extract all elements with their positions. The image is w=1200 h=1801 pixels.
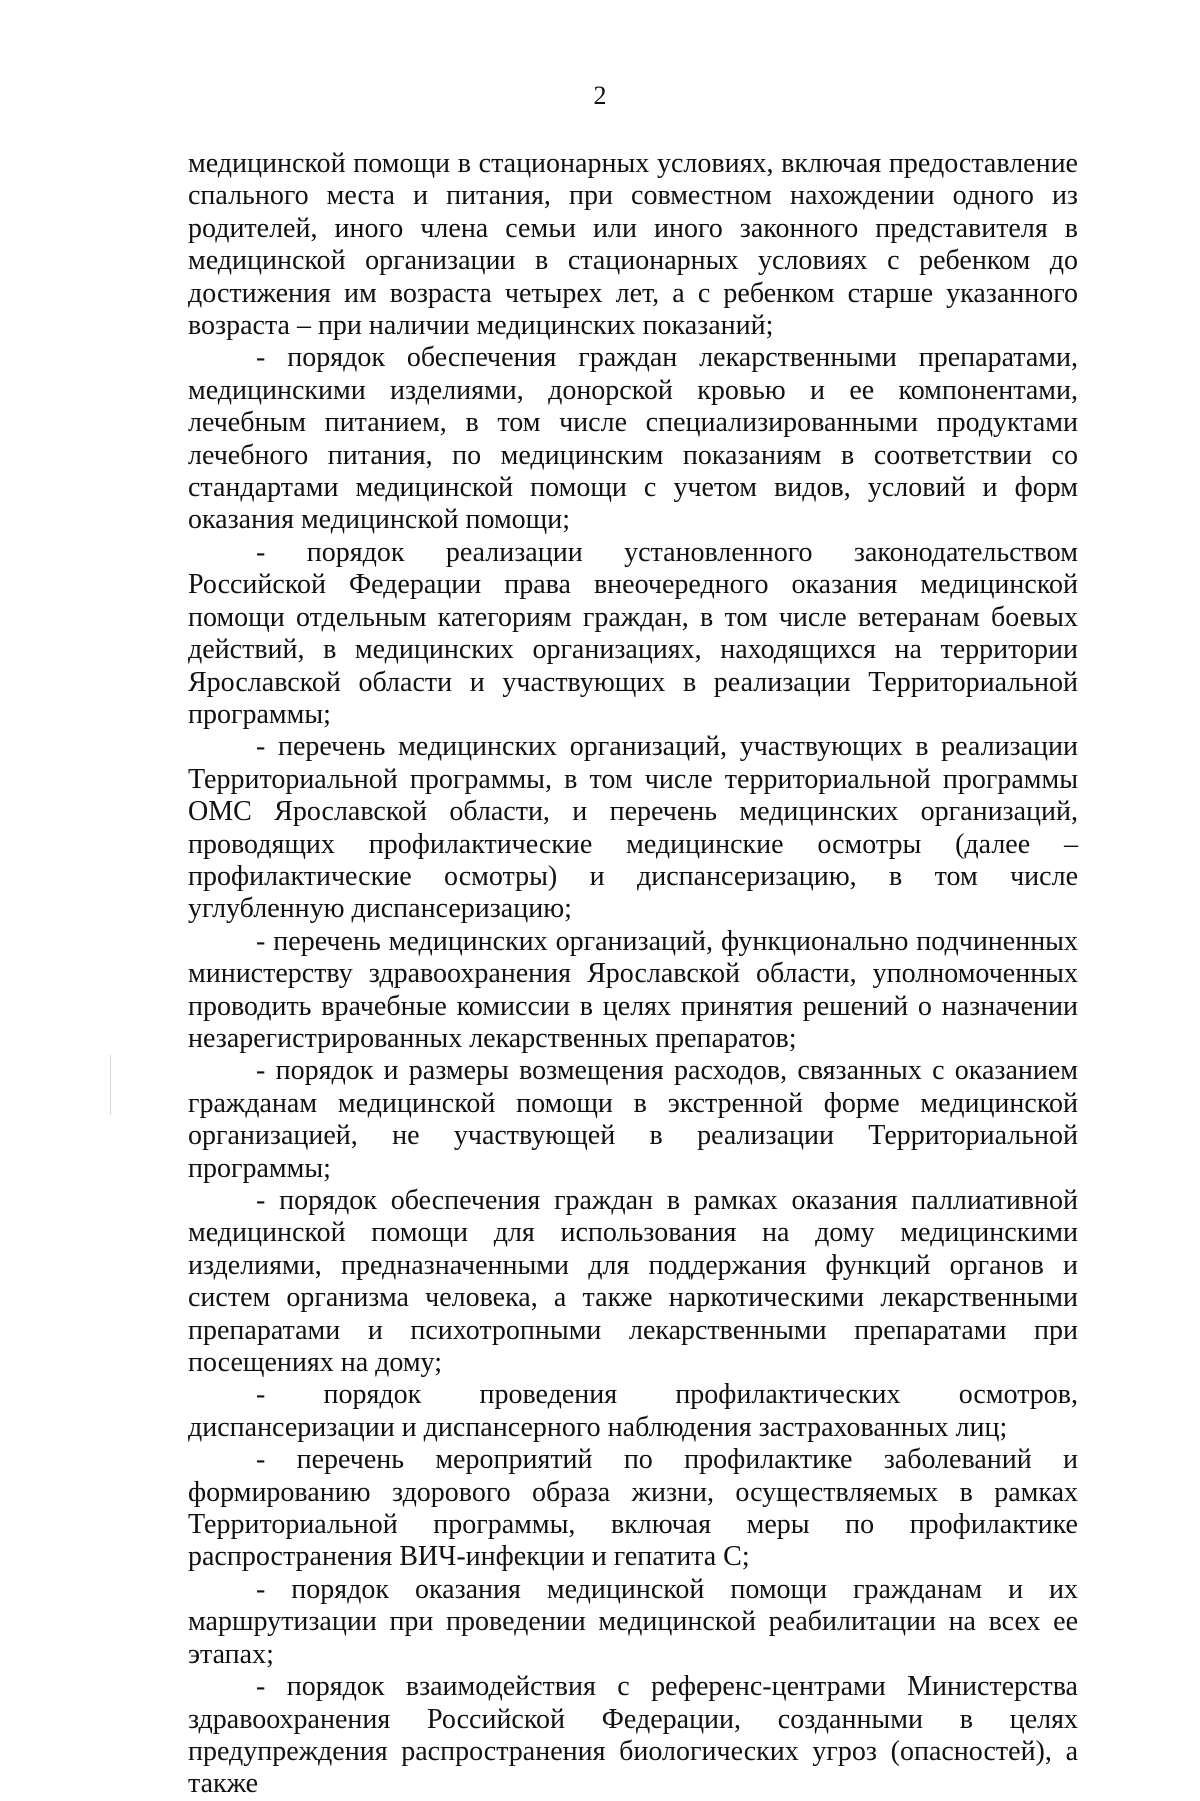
list-item: - порядок обеспечения граждан лекарственными препаратами, медицинскими изделиями, донорской кровью и ее компонентами, лечебным питанием, в том числе специализированными продуктами лечебного питания, по медицинским показаниям в соответствии со стандартами медицинской помощи с учетом видов, условий и форм оказания медицинской помощи; <box>188 342 1078 536</box>
list-item: - перечень медицинских организаций, функционально подчиненных министерству здравоохранения Ярославской области, уполномоченных проводить врачебные комиссии в целях принятия решений о назначении незарегистрированных лекарственных препаратов; <box>188 925 1078 1054</box>
document-body <box>188 148 1078 1801</box>
list-item: - порядок взаимодействия с референс-центрами Министерства здравоохранения Российской Федерации, созданными в целях предупреждения распространения биологических угроз (опасностей), а также <box>188 1671 1078 1800</box>
scan-artifact-line <box>110 1055 111 1115</box>
list-item: - порядок и размеры возмещения расходов, связанных с оказанием гражданам медицинской помощи в экстренной форме медицинской организацией, не участвующей в реализации Территориальной программы; <box>188 1055 1078 1184</box>
page-number: 2 <box>593 81 607 110</box>
list-item: - порядок проведения профилактических осмотров, диспансеризации и диспансерного наблюдения застрахованных лиц; <box>188 1379 1078 1443</box>
opening-paragraph: медицинской помощи в стационарных условиях, включая предоставление спального места и питания, при совместном нахождении одного из родителей, иного члена семьи или иного законного представителя в медицинской организации в стационарных условиях с ребенком до достижения им возраста четырех лет, а с ребенком старше указанного возраста – при наличии медицинских показаний; <box>188 148 1078 342</box>
list-item: - порядок оказания медицинской помощи гражданам и их маршрутизации при проведении медицинской реабилитации на всех ее этапах; <box>188 1573 1078 1670</box>
list-item: - перечень медицинских организаций, участвующих в реализации Территориальной программы, в том числе территориальной программы ОМС Ярославской области, и перечень медицинских организаций, проводящих профилактические медицинские осмотры (далее – профилактические осмотры) и диспансеризацию, в том числе углубленную диспансеризацию; <box>188 731 1078 925</box>
list-item: - порядок реализации установленного законодательством Российской Федерации права внеочередного оказания медицинской помощи отдельным категориям граждан, в том числе ветеранам боевых действий, в медицинских организациях, находящихся на территории Ярославской области и участвующих в реализации Территориальной программы; <box>188 536 1078 730</box>
list-item: - порядок обеспечения граждан в рамках оказания паллиативной медицинской помощи для использования на дому медицинскими изделиями, предназначенными для поддержания функций органов и систем организма человека, а также наркотическими лекарственными препаратами и психотропными лекарственными препаратами при посещениях на дому; <box>188 1185 1078 1379</box>
list-item: - перечень мероприятий по профилактике заболеваний и формированию здорового образа жизни, осуществляемых в рамках Территориальной программы, включая меры по профилактике распространения ВИЧ-инфекции и гепатита С; <box>188 1444 1078 1573</box>
